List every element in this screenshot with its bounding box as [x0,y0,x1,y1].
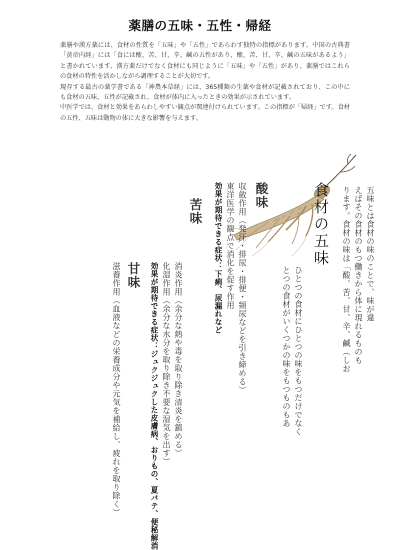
flavor-bitter-effect: 消炎作用（余分な熱や毒を取り除き清炎を鎮める） [174,262,183,458]
flavor-title-sour: 酸味 [254,182,269,209]
section-intro-column: ります。食材の味は「酸、苦、甘、辛、鹹（しお [342,186,351,373]
section-intro-column: ひとつの食材にひとつの味をもつだけでなく [294,266,303,436]
ginseng-root-image [228,152,360,262]
flavor-title-bitter: 苦味 [188,198,203,225]
section-intro-column: えばその食材のもつ働きから体に現れるものも [354,186,363,365]
page-title: 薬膳の五味・五性・帰経 [128,18,272,33]
intro-text [60,41,350,124]
flavor-sour-effect: 収斂作用（発汗・排尿・排便・頻尿などを引き締める） [238,182,247,395]
flavor-bitter-effect: 化湿作用（余分な水分を取り除き不要な湿気を出す） [162,262,171,466]
section-intro-column: 五味とは食材の味のことで、味が違 [366,186,375,322]
flavor-title-sweet: 甘味 [126,262,141,289]
section-title: 食材の五味 [312,182,330,267]
intro-paragraph: 中医学では、食材と効果をあらわしやすい観点が関連付けられています。この指標が「帰経」です。食材の五性、五味は動物の体に大きな影響を与えます。 [60,104,350,122]
flavor-bitter-symptoms: 効果が期待できる症状：ジュクジュクした皮膚病、おりもの、夏バテ、便秘解消 [150,262,159,550]
intro-paragraph: 現存する最古の薬学書である「神農本草経」には、365種類の生薬や食材が記載されており、この中にも食材の五味、五性が記載され、食材が体内に入ったときの効果が示されています。 [60,83,350,102]
intro-paragraph: 薬膳や漢方薬には、食材の性質を「五味」や「五性」であらわす独特の指標があります。中国の古典書「黄帝内経」には「食には酸、苦、甘、辛、鹹の五性があり、酸、苦、甘、辛、鹹の五味があるよう」と書かれています。漢方薬だけでなく食材にも同じように「五味」や「五性」があり、薬膳ではこれらの食材の特性を活かしながら調理することが大切です。 [60,42,350,81]
flavor-sour-detail: 東洋医学の観点で消化を促す作用 [226,182,235,310]
section-intro-column: とつの食材がいくつかの味をもつものもあ [282,266,291,428]
flavor-sour-symptoms: 効果が期待できる症状：下痢、尿漏れなど [214,182,223,334]
flavor-sweet-effect: 滋養作用（血液などの栄養成分や元気を補給し、疲れを取り除く） [112,262,121,517]
